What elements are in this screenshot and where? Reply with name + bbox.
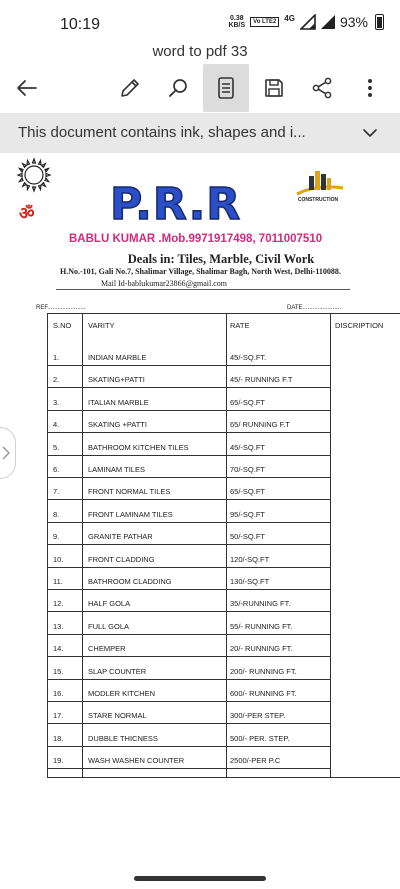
row-divider xyxy=(47,634,227,635)
table-bottom-border xyxy=(47,777,400,778)
row-divider xyxy=(226,477,330,478)
row-divider xyxy=(47,723,227,724)
previous-page-handle[interactable] xyxy=(0,427,16,479)
row-divider xyxy=(47,410,227,411)
search-button[interactable] xyxy=(156,64,200,112)
row-divider xyxy=(226,589,330,590)
network-speed: 0.38 KB/S xyxy=(228,15,246,29)
cell-variety: INDIAN MARBLE xyxy=(88,353,147,362)
draw-button[interactable] xyxy=(108,64,152,112)
cell-sno: 6. xyxy=(53,465,60,474)
cell-rate: 500/- PER. STEP. xyxy=(230,733,290,743)
rate-table xyxy=(47,313,400,778)
document-icon xyxy=(215,76,237,100)
row-divider xyxy=(226,522,330,523)
cell-rate: 65/ RUNNING F.T xyxy=(230,420,291,430)
document-title: word to pdf 33 xyxy=(152,43,248,60)
chevron-down-icon[interactable] xyxy=(362,125,378,141)
address: H.No.-101, Gali No.7, Shalimar Village, Shalimar Bagh, North West, Delhi-110088. xyxy=(60,267,341,276)
share-icon xyxy=(310,76,334,100)
cell-sno: 19. xyxy=(53,756,64,766)
cell-sno: 14. xyxy=(53,644,64,654)
cell-variety: WASH WASHEN COUNTER xyxy=(88,756,185,766)
cell-sno: 16. xyxy=(53,689,64,698)
cell-rate: 95/-SQ.FT xyxy=(230,509,266,519)
cell-variety: DUBBLE THICNESS xyxy=(88,733,158,743)
cell-rate: 70/-SQ.FT xyxy=(230,465,266,474)
cell-variety: BATHROOM CLADDING xyxy=(88,577,172,586)
cell-variety: ITALIAN MARBLE xyxy=(88,397,149,407)
ref-field: REF....................... xyxy=(36,305,86,311)
date-field: DATE....................... xyxy=(287,305,341,311)
row-divider xyxy=(226,679,330,680)
network-type: 4G xyxy=(284,13,295,23)
construction-logo xyxy=(287,166,349,214)
header-variety: VARITY xyxy=(88,321,115,330)
cell-sno: 1. xyxy=(53,353,60,362)
row-divider xyxy=(226,746,330,747)
toolbar xyxy=(0,64,400,112)
cell-rate: 50/-SQ.FT xyxy=(230,532,266,542)
cell-variety: FRONT NORMAL TILES xyxy=(88,487,171,497)
header-divider xyxy=(56,289,350,290)
more-vert-icon xyxy=(366,76,374,100)
status-icons xyxy=(228,14,384,30)
row-divider xyxy=(47,387,227,388)
cell-rate: 45/-SQ.FT. xyxy=(230,353,267,362)
table-col-divider xyxy=(330,313,331,778)
row-divider xyxy=(47,477,227,478)
share-button[interactable] xyxy=(300,64,344,112)
save-button[interactable] xyxy=(252,64,296,112)
om-symbol: ॐ xyxy=(19,204,35,223)
battery-icon xyxy=(375,14,384,30)
row-divider xyxy=(47,679,227,680)
cell-rate: 2500/-PER P.C xyxy=(230,756,281,766)
cell-rate: 120/-SQ.FT xyxy=(230,554,270,564)
row-divider xyxy=(47,544,227,545)
cell-sno: 5. xyxy=(53,442,60,452)
row-divider xyxy=(226,499,330,500)
header-sno: S.NO xyxy=(53,321,72,330)
cell-variety: CHEMPER xyxy=(88,644,126,654)
row-divider xyxy=(47,432,227,433)
cell-rate: 300/-PER STEP. xyxy=(230,711,286,721)
cell-variety: MODLER KITCHEN xyxy=(88,689,156,698)
row-divider xyxy=(226,634,330,635)
cell-variety: LAMINAM TILES xyxy=(88,465,145,474)
table-left-border xyxy=(47,313,48,778)
row-divider xyxy=(226,365,330,366)
cell-variety: FULL GOLA xyxy=(88,621,129,631)
header-description: DISCRIPTION xyxy=(335,321,384,330)
cell-variety: BATHROOM KITCHEN TILES xyxy=(88,442,189,452)
cell-variety: FRONT LAMINAM TILES xyxy=(88,509,173,519)
cell-rate: 600/- RUNNING FT. xyxy=(230,689,297,698)
cell-sno: 2. xyxy=(53,375,60,385)
cell-rate: 35/-RUNNING FT. xyxy=(230,599,291,609)
sun-emblem-icon xyxy=(16,155,52,195)
cell-sno: 9. xyxy=(53,532,60,542)
more-options-button[interactable] xyxy=(350,64,390,112)
battery-percent: 93% xyxy=(339,14,368,30)
row-divider xyxy=(226,567,330,568)
cell-rate: 45/- RUNNING F.T xyxy=(230,375,293,385)
ink-notice-banner[interactable] xyxy=(0,113,400,153)
row-divider xyxy=(47,522,227,523)
row-divider xyxy=(47,701,227,702)
construction-label: CONSTRUCTION xyxy=(297,197,339,203)
cell-sno: 3. xyxy=(53,397,60,407)
cell-rate: 200/- RUNNING FT. xyxy=(230,666,297,676)
cell-sno: 17. xyxy=(53,711,64,721)
row-divider xyxy=(47,746,227,747)
cell-sno: 4. xyxy=(53,420,60,430)
cell-sno: 18. xyxy=(53,733,64,743)
row-divider xyxy=(47,567,227,568)
row-divider xyxy=(226,410,330,411)
signal-icon-2 xyxy=(321,14,335,30)
row-divider xyxy=(47,611,227,612)
buildings-icon xyxy=(287,166,349,196)
back-button[interactable] xyxy=(6,64,48,112)
table-col-divider xyxy=(226,313,227,778)
row-divider xyxy=(47,768,227,769)
row-divider xyxy=(226,455,330,456)
row-divider xyxy=(47,589,227,590)
pen-icon xyxy=(118,76,142,100)
cell-sno: 13. xyxy=(53,621,64,631)
cell-variety: FRONT CLADDING xyxy=(88,554,155,564)
status-bar xyxy=(0,0,400,44)
row-divider xyxy=(47,499,227,500)
reading-mode-button[interactable] xyxy=(203,64,249,112)
row-divider xyxy=(226,387,330,388)
cell-sno: 10. xyxy=(53,554,64,564)
cell-variety: SKATING +PATTI xyxy=(88,420,147,430)
save-icon xyxy=(262,76,286,100)
row-divider xyxy=(226,723,330,724)
search-icon xyxy=(166,76,190,100)
row-divider xyxy=(47,365,227,366)
cell-sno: 12. xyxy=(53,599,64,609)
row-divider xyxy=(226,656,330,657)
row-divider xyxy=(47,656,227,657)
cell-variety: SLAP COUNTER xyxy=(88,666,147,676)
signal-icon xyxy=(300,14,316,30)
row-divider xyxy=(226,611,330,612)
table-top-border xyxy=(47,313,400,314)
cell-rate: 65/-SQ.FT xyxy=(230,397,266,407)
cell-sno: 8. xyxy=(53,509,60,519)
row-divider xyxy=(226,544,330,545)
cell-variety: HALF GOLA xyxy=(88,599,131,609)
row-divider xyxy=(226,701,330,702)
cell-variety: GRANITE PATHAR xyxy=(88,532,153,542)
cell-sno: 7. xyxy=(53,487,60,497)
cell-rate: 20/- RUNNING FT. xyxy=(230,644,293,654)
cell-variety: SKATING+PATTI xyxy=(88,375,145,385)
cell-rate: 65/-SQ.FT xyxy=(230,487,266,497)
owner-contact: BABLU KUMAR .Mob.9971917498, 7011007510 xyxy=(69,233,323,245)
deals-in: Deals in: Tiles, Marble, Civil Work xyxy=(127,252,315,266)
cell-rate: 45/-SQ.FT xyxy=(230,442,266,452)
header-rate: RATE xyxy=(230,321,250,330)
cell-sno: 11. xyxy=(53,577,63,586)
volte-icon: Vo LTE2 xyxy=(250,17,279,27)
cell-sno: 15. xyxy=(53,666,64,676)
cell-variety: STARE NORMAL xyxy=(88,711,147,721)
cell-rate: 130/-SQ.FT xyxy=(230,577,270,586)
row-divider xyxy=(226,768,330,769)
email: Mail Id-bablukumar23866@gmail.com xyxy=(101,279,228,288)
back-arrow-icon xyxy=(15,76,39,100)
row-divider xyxy=(47,455,227,456)
status-time: 10:19 xyxy=(60,16,101,33)
company-logo: P.R.R xyxy=(110,179,242,230)
cell-rate: 55/- RUNNING FT. xyxy=(230,621,293,631)
row-divider xyxy=(226,432,330,433)
banner-text: This document contains ink, shapes and i... xyxy=(18,124,306,141)
table-col-divider xyxy=(82,313,83,778)
home-indicator[interactable] xyxy=(134,876,266,881)
chevron-right-icon xyxy=(2,446,10,460)
